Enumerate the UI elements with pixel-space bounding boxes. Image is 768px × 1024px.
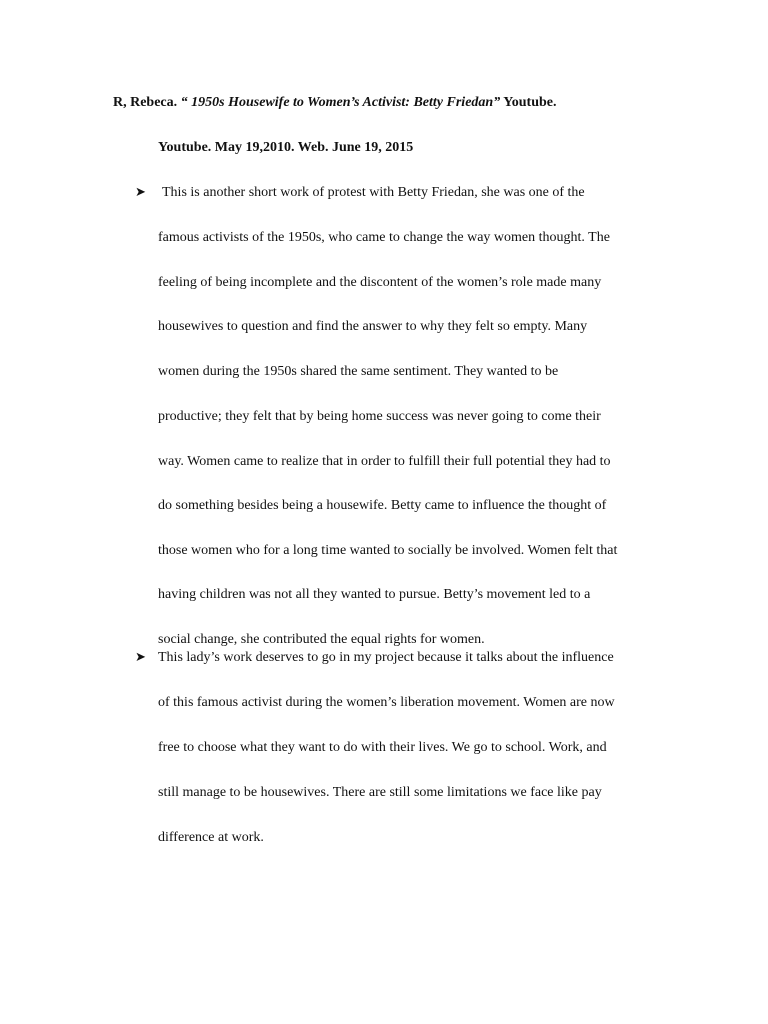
bullet-2-line: difference at work. [158, 830, 264, 845]
bullet-1-line: This is another short work of protest with Betty Friedan, she was one of the [162, 185, 585, 200]
bullet-1-line: women during the 1950s shared the same sentiment. They wanted to be [158, 364, 559, 379]
bullet-1-line: social change, she contributed the equal rights for women. [158, 632, 485, 647]
citation-title: “ 1950s Housewife to Women’s Activist: Betty Friedan” [180, 95, 501, 110]
arrow-bullet-icon: ➤ [135, 650, 146, 665]
bullet-2-line: This lady’s work deserves to go in my project because it talks about the influence [158, 650, 614, 665]
bullet-1-line: housewives to question and find the answer to why they felt so empty. Many [158, 319, 588, 334]
bullet-1-line: those women who for a long time wanted to socially be involved. Women felt that [158, 543, 618, 558]
bullet-1-line: productive; they felt that by being home success was never going to come their [158, 409, 601, 424]
bullet-1-line: way. Women came to realize that in order to fulfill their full potential they had to [158, 454, 611, 469]
citation-line-1 [113, 95, 556, 111]
bullet-2-line: of this famous activist during the women’s liberation movement. Women are now [158, 695, 615, 710]
citation-author: R, Rebeca. [113, 95, 178, 110]
citation-site: Youtube. [503, 95, 557, 110]
bullet-2-line: free to choose what they want to do with their lives. We go to school. Work, and [158, 740, 607, 755]
bullet-1-line: famous activists of the 1950s, who came to change the way women thought. The [158, 230, 610, 245]
citation-line-2: Youtube. May 19,2010. Web. June 19, 2015 [158, 140, 414, 155]
bullet-1-line: having children was not all they wanted to pursue. Betty’s movement led to a [158, 587, 591, 602]
bullet-2-line: still manage to be housewives. There are still some limitations we face like pay [158, 785, 602, 800]
bullet-1-line: feeling of being incomplete and the discontent of the women’s role made many [158, 275, 602, 290]
bullet-1-line: do something besides being a housewife. Betty came to influence the thought of [158, 498, 607, 513]
arrow-bullet-icon: ➤ [135, 185, 146, 200]
